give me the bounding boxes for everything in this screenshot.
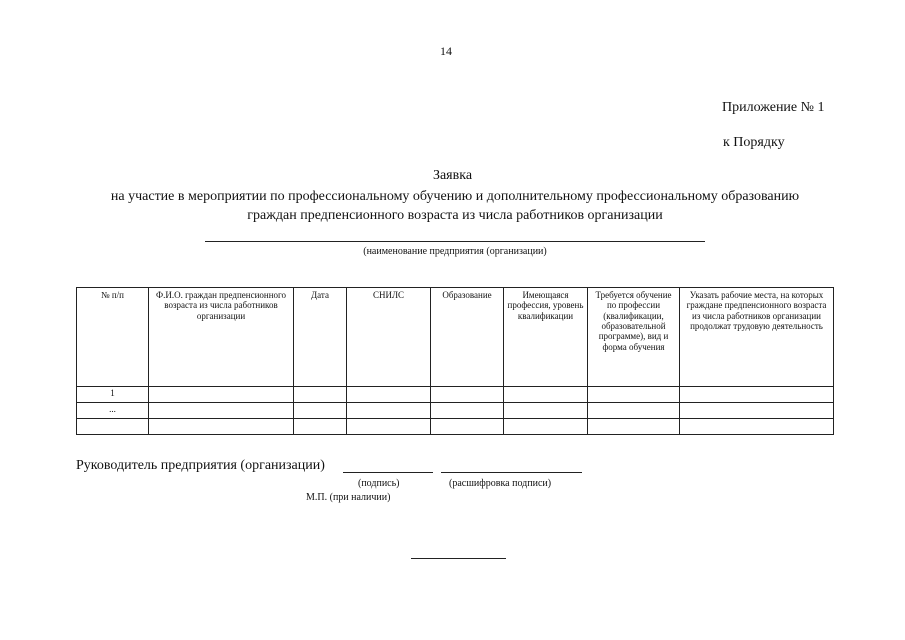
appendix-label: Приложение № 1	[722, 100, 825, 115]
organization-name-line	[205, 241, 705, 242]
column-header-training-required: Требуется обучение по профессии (квалификации, образовательной программе), вид и форма обучения	[588, 288, 680, 387]
signature-label: Руководитель предприятия (организации)	[76, 458, 325, 473]
signature-decode-line	[441, 472, 582, 473]
signature-caption: (подпись)	[358, 478, 400, 489]
table-cell	[680, 419, 834, 435]
table-cell	[431, 419, 504, 435]
table-cell	[149, 387, 294, 403]
table-cell	[347, 403, 431, 419]
column-header-full-name: Ф.И.О. граждан предпенсионного возраста из числа работников организации	[149, 288, 294, 387]
footer-rule	[411, 558, 506, 559]
table-cell	[294, 419, 347, 435]
table-header-row	[77, 288, 834, 387]
column-header-number: № п/п	[77, 288, 149, 387]
document-subtitle-line-2: граждан предпенсионного возраста из числа работников организации	[247, 208, 663, 223]
page-number: 14	[440, 44, 452, 58]
row-number	[77, 419, 149, 435]
table-cell	[431, 387, 504, 403]
table-cell	[149, 403, 294, 419]
document-title: Заявка	[432, 168, 473, 183]
column-header-education: Образование	[431, 288, 504, 387]
column-header-workplaces: Указать рабочие места, на которых граждане предпенсионного возраста из числа работников организации продолжат трудовую деятельность	[680, 288, 834, 387]
column-header-date: Дата	[294, 288, 347, 387]
row-number: 1	[77, 387, 149, 403]
table-cell	[504, 387, 588, 403]
table-cell	[347, 419, 431, 435]
organization-name-caption: (наименование предприятия (организации)	[363, 246, 547, 257]
table-row	[77, 403, 834, 419]
signature-decode-caption: (расшифровка подписи)	[449, 478, 552, 489]
table-cell	[149, 419, 294, 435]
table-cell	[680, 387, 834, 403]
table-row	[77, 387, 834, 403]
column-header-profession: Имеющаяся профессия, уровень квалификации	[504, 288, 588, 387]
table-cell	[347, 387, 431, 403]
row-number: ...	[77, 403, 149, 419]
document-subtitle-line-1: на участие в мероприятии по профессиональному обучению и дополнительному профессиональному образованию	[110, 189, 800, 204]
table-cell	[588, 419, 680, 435]
to-order-label: к Порядку	[723, 135, 785, 150]
column-header-snils: СНИЛС	[347, 288, 431, 387]
table-row	[77, 419, 834, 435]
table-cell	[588, 387, 680, 403]
table-cell	[504, 403, 588, 419]
table-cell	[504, 419, 588, 435]
table-cell	[588, 403, 680, 419]
stamp-note: М.П. (при наличии)	[306, 492, 391, 503]
table-cell	[294, 387, 347, 403]
table-cell	[680, 403, 834, 419]
signature-line	[343, 472, 433, 473]
table-cell	[431, 403, 504, 419]
table-cell	[294, 403, 347, 419]
application-table	[76, 287, 834, 435]
